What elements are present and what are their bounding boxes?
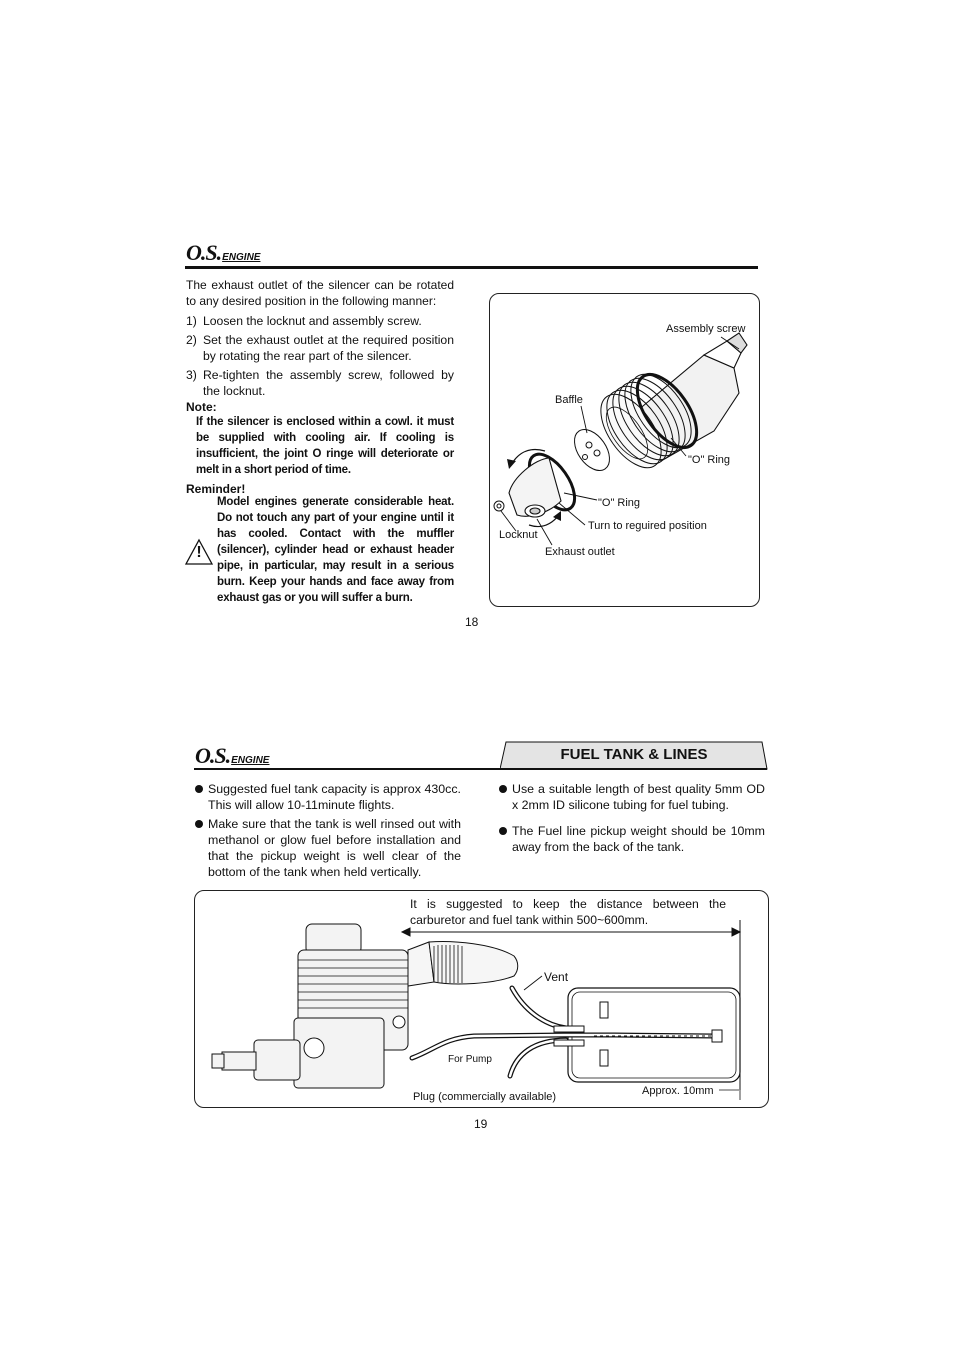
logo-sub: ENGINE [222, 252, 261, 263]
muffler [408, 942, 518, 986]
note-text: If the silencer is enclosed within a cowl. it must be supplied with cooling air. If cooling is insufficient, the joint O ringe will deteriorate or melt in a short period of time. [196, 416, 454, 476]
intro-paragraph: The exhaust outlet of the silencer can be rotated to any desired position in the following manner: [186, 278, 454, 308]
reminder-text: Model engines generate considerable heat. Do not touch any part of your engine until it has cooled. Contact with the muffler (silencer), cylinder head or exhaust header pipe, in particular, may result in a serious burn. Keep your hands and face away from exhaust gas or you will suffer a burn. [217, 496, 454, 604]
locknut [494, 501, 504, 511]
note-heading: Note: [186, 400, 217, 414]
label-o-ring-left: "O" Ring [598, 497, 641, 509]
logo-main: O.S. [186, 240, 222, 265]
os-engine-logo [186, 240, 260, 266]
page-number-19: 19 [474, 1117, 488, 1131]
bullet-dot [195, 820, 203, 828]
reminder-heading: Reminder! [186, 482, 246, 496]
distance-note: It is suggested to keep the distance between the carburetor and fuel tank within 500~600mm. [410, 897, 726, 927]
os-engine-logo-2 [195, 743, 269, 769]
page-number-18: 18 [465, 615, 479, 629]
bullet-dot [195, 785, 203, 793]
label-o-ring-right: "O" Ring [688, 454, 731, 466]
label-plug: Plug (commercially available) [413, 1091, 557, 1103]
section-title: FUEL TANK & LINES [560, 746, 708, 763]
label-exhaust-outlet: Exhaust outlet [545, 546, 615, 558]
label-locknut: Locknut [499, 529, 538, 541]
section-rule [194, 768, 767, 770]
bullet-tubing: Use a suitable length of best quality 5mm OD x 2mm ID silicone tubing for fuel tubing. [499, 781, 765, 815]
label-turn: Turn to reguired position [588, 520, 707, 532]
silencer-drawing [489, 293, 758, 605]
label-vent: Vent [544, 970, 569, 984]
header-rule [185, 266, 758, 269]
label-approx: Approx. 10mm [642, 1085, 714, 1097]
bullet-rinse-tank: Make sure that the tank is well rinsed out with methanol or glow fuel before installation and that the pickup weight is well clear of the bottom of the tank when held vertically. [195, 816, 461, 882]
bullet-pickup-weight: The Fuel line pickup weight should be 10mm away from the back of the tank. [499, 823, 765, 857]
bullet-dot [499, 827, 507, 835]
warning-exclamation: ! [196, 544, 202, 561]
engine [212, 924, 408, 1088]
label-for-pump: For Pump [448, 1054, 492, 1065]
bullet-tank-capacity: Suggested fuel tank capacity is approx 430cc. This will allow 10-11minute flights. [195, 781, 461, 815]
logo-sub-2: ENGINE [231, 755, 270, 766]
label-assembly-screw: Assembly screw [666, 323, 746, 335]
bullet-dot [499, 785, 507, 793]
rear-cone [509, 458, 561, 517]
logo-main-2: O.S. [195, 743, 231, 768]
label-baffle: Baffle [555, 394, 583, 406]
